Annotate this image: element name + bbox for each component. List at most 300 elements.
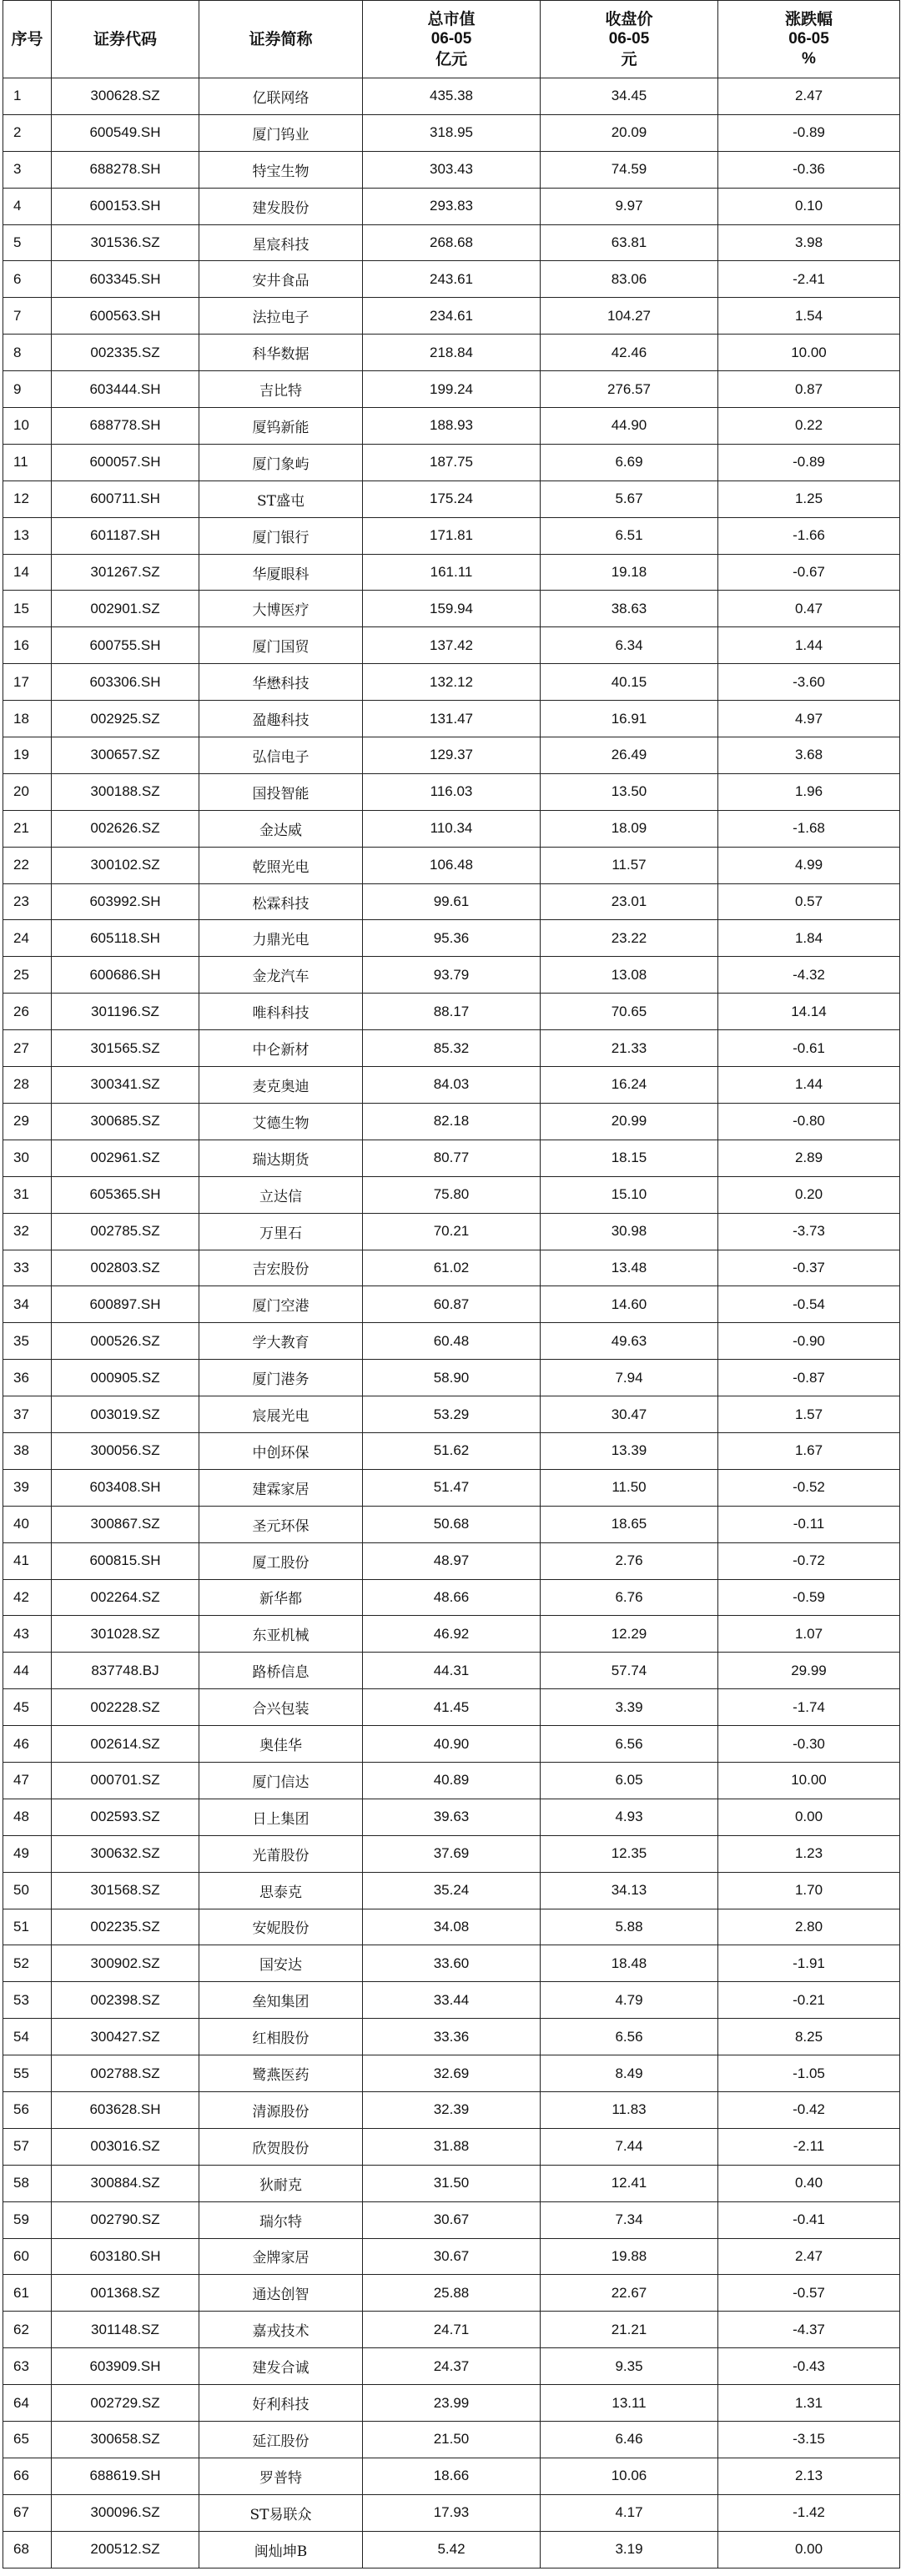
security-name: 大博医疗 bbox=[199, 591, 363, 627]
security-code: 603345.SH bbox=[52, 261, 199, 298]
security-name: 法拉电子 bbox=[199, 298, 363, 335]
market-cap-value: 30.67 bbox=[363, 2238, 541, 2275]
table-row bbox=[3, 1542, 900, 1579]
close-price-value: 34.45 bbox=[541, 78, 718, 115]
row-index: 24 bbox=[3, 920, 52, 957]
security-code: 300902.SZ bbox=[52, 1945, 199, 1982]
close-price-value: 20.09 bbox=[541, 114, 718, 151]
security-name: 合兴包装 bbox=[199, 1689, 363, 1726]
table-row bbox=[3, 2128, 900, 2165]
change-pct-value: 0.40 bbox=[718, 2165, 900, 2201]
security-code: 300685.SZ bbox=[52, 1103, 199, 1140]
security-code: 603628.SH bbox=[52, 2091, 199, 2128]
table-row bbox=[3, 151, 900, 188]
close-price-value: 104.27 bbox=[541, 298, 718, 335]
market-cap-value: 23.99 bbox=[363, 2385, 541, 2422]
security-name: 国安达 bbox=[199, 1945, 363, 1982]
row-index: 58 bbox=[3, 2165, 52, 2201]
change-pct-value: 14.14 bbox=[718, 994, 900, 1030]
market-cap-value: 93.79 bbox=[363, 957, 541, 994]
security-code: 300056.SZ bbox=[52, 1432, 199, 1469]
close-price-value: 12.35 bbox=[541, 1835, 718, 1872]
close-price-value: 8.49 bbox=[541, 2055, 718, 2092]
table-row bbox=[3, 1579, 900, 1616]
row-index: 52 bbox=[3, 1945, 52, 1982]
row-index: 34 bbox=[3, 1286, 52, 1323]
row-index: 49 bbox=[3, 1835, 52, 1872]
table-row bbox=[3, 591, 900, 627]
change-pct-value: -0.36 bbox=[718, 151, 900, 188]
security-name: 科华数据 bbox=[199, 335, 363, 371]
security-code: 300102.SZ bbox=[52, 847, 199, 883]
header-close-price-title: 收盘价 bbox=[605, 10, 653, 28]
security-code: 301028.SZ bbox=[52, 1616, 199, 1653]
market-cap-value: 243.61 bbox=[363, 261, 541, 298]
market-cap-value: 32.69 bbox=[363, 2055, 541, 2092]
security-code: 002264.SZ bbox=[52, 1579, 199, 1616]
security-name: 安妮股份 bbox=[199, 1909, 363, 1945]
market-cap-value: 171.81 bbox=[363, 517, 541, 554]
close-price-value: 74.59 bbox=[541, 151, 718, 188]
market-cap-value: 51.62 bbox=[363, 1432, 541, 1469]
security-name: 厦门钨业 bbox=[199, 114, 363, 151]
market-cap-value: 80.77 bbox=[363, 1140, 541, 1176]
row-index: 25 bbox=[3, 957, 52, 994]
row-index: 55 bbox=[3, 2055, 52, 2092]
close-price-value: 18.09 bbox=[541, 810, 718, 847]
change-pct-value: 1.70 bbox=[718, 1872, 900, 1909]
security-code: 200512.SZ bbox=[52, 2531, 199, 2568]
security-name: 通达创智 bbox=[199, 2275, 363, 2312]
close-price-value: 23.01 bbox=[541, 883, 718, 920]
table-row bbox=[3, 517, 900, 554]
row-index: 2 bbox=[3, 114, 52, 151]
change-pct-value: -1.68 bbox=[718, 810, 900, 847]
change-pct-value: -2.41 bbox=[718, 261, 900, 298]
row-index: 63 bbox=[3, 2348, 52, 2385]
row-index: 51 bbox=[3, 1909, 52, 1945]
market-cap-value: 48.97 bbox=[363, 1542, 541, 1579]
market-cap-value: 116.03 bbox=[363, 773, 541, 810]
security-name: 吉宏股份 bbox=[199, 1250, 363, 1286]
table-row bbox=[3, 1689, 900, 1726]
row-index: 68 bbox=[3, 2531, 52, 2568]
close-price-value: 57.74 bbox=[541, 1653, 718, 1689]
change-pct-value: -0.42 bbox=[718, 2091, 900, 2128]
market-cap-value: 75.80 bbox=[363, 1176, 541, 1213]
market-cap-value: 318.95 bbox=[363, 114, 541, 151]
change-pct-value: -0.41 bbox=[718, 2201, 900, 2238]
row-index: 40 bbox=[3, 1506, 52, 1542]
row-index: 3 bbox=[3, 151, 52, 188]
close-price-value: 13.48 bbox=[541, 1250, 718, 1286]
change-pct-value: 0.20 bbox=[718, 1176, 900, 1213]
change-pct-value: -0.61 bbox=[718, 1030, 900, 1067]
security-code: 000701.SZ bbox=[52, 1762, 199, 1799]
change-pct-value: 0.87 bbox=[718, 371, 900, 408]
security-name: 建发合诚 bbox=[199, 2348, 363, 2385]
change-pct-value: 1.67 bbox=[718, 1432, 900, 1469]
table-row bbox=[3, 1250, 900, 1286]
table-row bbox=[3, 627, 900, 664]
security-code: 688278.SH bbox=[52, 151, 199, 188]
security-code: 002614.SZ bbox=[52, 1726, 199, 1763]
row-index: 33 bbox=[3, 1250, 52, 1286]
security-name: 欣贺股份 bbox=[199, 2128, 363, 2165]
table-row bbox=[3, 1872, 900, 1909]
security-code: 003019.SZ bbox=[52, 1396, 199, 1433]
security-code: 002925.SZ bbox=[52, 701, 199, 737]
table-row bbox=[3, 1506, 900, 1542]
security-code: 002961.SZ bbox=[52, 1140, 199, 1176]
row-index: 54 bbox=[3, 2019, 52, 2055]
security-name: 华懋科技 bbox=[199, 664, 363, 701]
security-code: 001368.SZ bbox=[52, 2275, 199, 2312]
change-pct-value: 29.99 bbox=[718, 1653, 900, 1689]
close-price-value: 9.35 bbox=[541, 2348, 718, 2385]
row-index: 39 bbox=[3, 1469, 52, 1506]
header-market-cap-date: 06-05 bbox=[430, 30, 472, 48]
row-index: 17 bbox=[3, 664, 52, 701]
close-price-value: 11.57 bbox=[541, 847, 718, 883]
close-price-value: 20.99 bbox=[541, 1103, 718, 1140]
close-price-value: 18.65 bbox=[541, 1506, 718, 1542]
close-price-value: 16.24 bbox=[541, 1067, 718, 1104]
security-code: 300188.SZ bbox=[52, 773, 199, 810]
row-index: 21 bbox=[3, 810, 52, 847]
close-price-value: 7.94 bbox=[541, 1360, 718, 1396]
close-price-value: 14.60 bbox=[541, 1286, 718, 1323]
security-name: 吉比特 bbox=[199, 371, 363, 408]
change-pct-value: 0.47 bbox=[718, 591, 900, 627]
close-price-value: 10.06 bbox=[541, 2458, 718, 2494]
row-index: 43 bbox=[3, 1616, 52, 1653]
close-price-value: 6.76 bbox=[541, 1579, 718, 1616]
row-index: 53 bbox=[3, 1982, 52, 2019]
security-code: 002729.SZ bbox=[52, 2385, 199, 2422]
row-index: 5 bbox=[3, 224, 52, 261]
market-cap-value: 33.44 bbox=[363, 1982, 541, 2019]
market-cap-value: 37.69 bbox=[363, 1835, 541, 1872]
header-market-cap bbox=[363, 1, 541, 78]
close-price-value: 42.46 bbox=[541, 335, 718, 371]
close-price-value: 15.10 bbox=[541, 1176, 718, 1213]
change-pct-value: 0.00 bbox=[718, 1799, 900, 1835]
close-price-value: 6.56 bbox=[541, 1726, 718, 1763]
close-price-value: 26.49 bbox=[541, 737, 718, 774]
row-index: 26 bbox=[3, 994, 52, 1030]
market-cap-value: 303.43 bbox=[363, 151, 541, 188]
security-name: 学大教育 bbox=[199, 1323, 363, 1360]
change-pct-value: -3.60 bbox=[718, 664, 900, 701]
market-cap-value: 24.37 bbox=[363, 2348, 541, 2385]
change-pct-value: 0.22 bbox=[718, 408, 900, 445]
change-pct-value: -1.91 bbox=[718, 1945, 900, 1982]
change-pct-value: 2.47 bbox=[718, 2238, 900, 2275]
change-pct-value: 1.07 bbox=[718, 1616, 900, 1653]
row-index: 32 bbox=[3, 1213, 52, 1250]
market-cap-value: 199.24 bbox=[363, 371, 541, 408]
table-row bbox=[3, 2312, 900, 2348]
row-index: 50 bbox=[3, 1872, 52, 1909]
row-index: 45 bbox=[3, 1689, 52, 1726]
close-price-value: 23.22 bbox=[541, 920, 718, 957]
change-pct-value: 1.96 bbox=[718, 773, 900, 810]
row-index: 10 bbox=[3, 408, 52, 445]
market-cap-value: 31.88 bbox=[363, 2128, 541, 2165]
security-name: 星宸科技 bbox=[199, 224, 363, 261]
market-cap-value: 131.47 bbox=[363, 701, 541, 737]
change-pct-value: 2.47 bbox=[718, 78, 900, 115]
market-cap-value: 293.83 bbox=[363, 188, 541, 224]
security-name: 麦克奥迪 bbox=[199, 1067, 363, 1104]
change-pct-value: 1.25 bbox=[718, 480, 900, 517]
change-pct-value: 1.31 bbox=[718, 2385, 900, 2422]
market-cap-value: 88.17 bbox=[363, 994, 541, 1030]
security-name: 圣元环保 bbox=[199, 1506, 363, 1542]
market-cap-value: 187.75 bbox=[363, 444, 541, 480]
close-price-value: 13.39 bbox=[541, 1432, 718, 1469]
security-code: 002228.SZ bbox=[52, 1689, 199, 1726]
security-name: 厦门象屿 bbox=[199, 444, 363, 480]
row-index: 12 bbox=[3, 480, 52, 517]
security-name: 清源股份 bbox=[199, 2091, 363, 2128]
security-code: 000905.SZ bbox=[52, 1360, 199, 1396]
close-price-value: 21.33 bbox=[541, 1030, 718, 1067]
security-code: 002803.SZ bbox=[52, 1250, 199, 1286]
security-name: 厦钨新能 bbox=[199, 408, 363, 445]
security-name: 中创环保 bbox=[199, 1432, 363, 1469]
row-index: 56 bbox=[3, 2091, 52, 2128]
security-code: 002790.SZ bbox=[52, 2201, 199, 2238]
security-code: 688619.SH bbox=[52, 2458, 199, 2494]
close-price-value: 5.67 bbox=[541, 480, 718, 517]
security-code: 601187.SH bbox=[52, 517, 199, 554]
row-index: 15 bbox=[3, 591, 52, 627]
security-name: 厦门港务 bbox=[199, 1360, 363, 1396]
security-name: 华厦眼科 bbox=[199, 554, 363, 591]
row-index: 14 bbox=[3, 554, 52, 591]
market-cap-value: 110.34 bbox=[363, 810, 541, 847]
security-name: 国投智能 bbox=[199, 773, 363, 810]
security-name: 力鼎光电 bbox=[199, 920, 363, 957]
change-pct-value: -0.89 bbox=[718, 114, 900, 151]
security-code: 002785.SZ bbox=[52, 1213, 199, 1250]
security-name: 瑞达期货 bbox=[199, 1140, 363, 1176]
security-code: 002335.SZ bbox=[52, 335, 199, 371]
close-price-value: 34.13 bbox=[541, 1872, 718, 1909]
market-cap-value: 95.36 bbox=[363, 920, 541, 957]
security-code: 603992.SH bbox=[52, 883, 199, 920]
close-price-value: 63.81 bbox=[541, 224, 718, 261]
security-code: 002626.SZ bbox=[52, 810, 199, 847]
close-price-value: 21.21 bbox=[541, 2312, 718, 2348]
close-price-value: 6.34 bbox=[541, 627, 718, 664]
table-row bbox=[3, 554, 900, 591]
table-row bbox=[3, 920, 900, 957]
table-row bbox=[3, 847, 900, 883]
security-name: 闽灿坤B bbox=[199, 2531, 363, 2568]
table-row bbox=[3, 444, 900, 480]
security-name: 瑞尔特 bbox=[199, 2201, 363, 2238]
table-row bbox=[3, 1103, 900, 1140]
close-price-value: 40.15 bbox=[541, 664, 718, 701]
change-pct-value: 1.44 bbox=[718, 1067, 900, 1104]
row-index: 11 bbox=[3, 444, 52, 480]
table-row bbox=[3, 1469, 900, 1506]
market-cap-value: 106.48 bbox=[363, 847, 541, 883]
security-name: 立达信 bbox=[199, 1176, 363, 1213]
table-row bbox=[3, 1176, 900, 1213]
change-pct-value: 10.00 bbox=[718, 335, 900, 371]
table-row bbox=[3, 1653, 900, 1689]
market-cap-value: 60.48 bbox=[363, 1323, 541, 1360]
market-cap-value: 50.68 bbox=[363, 1506, 541, 1542]
security-name: 鹭燕医药 bbox=[199, 2055, 363, 2092]
security-code: 605365.SH bbox=[52, 1176, 199, 1213]
security-code: 000526.SZ bbox=[52, 1323, 199, 1360]
change-pct-value: -0.72 bbox=[718, 1542, 900, 1579]
close-price-value: 19.88 bbox=[541, 2238, 718, 2275]
row-index: 41 bbox=[3, 1542, 52, 1579]
change-pct-value: -4.32 bbox=[718, 957, 900, 994]
security-code: 300341.SZ bbox=[52, 1067, 199, 1104]
change-pct-value: 4.99 bbox=[718, 847, 900, 883]
close-price-value: 83.06 bbox=[541, 261, 718, 298]
close-price-value: 7.34 bbox=[541, 2201, 718, 2238]
close-price-value: 4.17 bbox=[541, 2494, 718, 2531]
security-code: 002593.SZ bbox=[52, 1799, 199, 1835]
change-pct-value: 1.23 bbox=[718, 1835, 900, 1872]
market-cap-value: 159.94 bbox=[363, 591, 541, 627]
security-code: 605118.SH bbox=[52, 920, 199, 957]
header-index: 序号 bbox=[3, 1, 52, 78]
market-cap-value: 34.08 bbox=[363, 1909, 541, 1945]
table-row bbox=[3, 298, 900, 335]
close-price-value: 19.18 bbox=[541, 554, 718, 591]
close-price-value: 11.50 bbox=[541, 1469, 718, 1506]
security-name: 亿联网络 bbox=[199, 78, 363, 115]
stock-table-container bbox=[3, 0, 899, 2568]
table-row bbox=[3, 1835, 900, 1872]
header-change-pct-date: 06-05 bbox=[788, 30, 829, 48]
row-index: 61 bbox=[3, 2275, 52, 2312]
row-index: 47 bbox=[3, 1762, 52, 1799]
market-cap-value: 48.66 bbox=[363, 1579, 541, 1616]
table-row bbox=[3, 1909, 900, 1945]
security-name: 罗普特 bbox=[199, 2458, 363, 2494]
change-pct-value: -1.05 bbox=[718, 2055, 900, 2092]
security-code: 301565.SZ bbox=[52, 1030, 199, 1067]
row-index: 35 bbox=[3, 1323, 52, 1360]
change-pct-value: 2.89 bbox=[718, 1140, 900, 1176]
close-price-value: 11.83 bbox=[541, 2091, 718, 2128]
security-code: 300884.SZ bbox=[52, 2165, 199, 2201]
security-name: 安井食品 bbox=[199, 261, 363, 298]
market-cap-value: 5.42 bbox=[363, 2531, 541, 2568]
market-cap-value: 60.87 bbox=[363, 1286, 541, 1323]
row-index: 16 bbox=[3, 627, 52, 664]
change-pct-value: 1.84 bbox=[718, 920, 900, 957]
table-row bbox=[3, 1286, 900, 1323]
security-code: 300096.SZ bbox=[52, 2494, 199, 2531]
close-price-value: 4.79 bbox=[541, 1982, 718, 2019]
market-cap-value: 51.47 bbox=[363, 1469, 541, 1506]
security-name: ST易联众 bbox=[199, 2494, 363, 2531]
market-cap-value: 18.66 bbox=[363, 2458, 541, 2494]
header-market-cap-unit: 亿元 bbox=[435, 50, 467, 68]
security-name: 金牌家居 bbox=[199, 2238, 363, 2275]
change-pct-value: -0.52 bbox=[718, 1469, 900, 1506]
row-index: 57 bbox=[3, 2128, 52, 2165]
change-pct-value: 3.98 bbox=[718, 224, 900, 261]
table-row bbox=[3, 1762, 900, 1799]
close-price-value: 13.08 bbox=[541, 957, 718, 994]
row-index: 20 bbox=[3, 773, 52, 810]
row-index: 31 bbox=[3, 1176, 52, 1213]
security-code: 002235.SZ bbox=[52, 1909, 199, 1945]
security-code: 600815.SH bbox=[52, 1542, 199, 1579]
close-price-value: 3.39 bbox=[541, 1689, 718, 1726]
row-index: 18 bbox=[3, 701, 52, 737]
change-pct-value: 10.00 bbox=[718, 1762, 900, 1799]
table-row bbox=[3, 2385, 900, 2422]
row-index: 64 bbox=[3, 2385, 52, 2422]
table-row bbox=[3, 1945, 900, 1982]
market-cap-value: 58.90 bbox=[363, 1360, 541, 1396]
row-index: 59 bbox=[3, 2201, 52, 2238]
security-name: 艾德生物 bbox=[199, 1103, 363, 1140]
table-row bbox=[3, 883, 900, 920]
change-pct-value: -1.42 bbox=[718, 2494, 900, 2531]
close-price-value: 13.50 bbox=[541, 773, 718, 810]
market-cap-value: 31.50 bbox=[363, 2165, 541, 2201]
table-row bbox=[3, 2019, 900, 2055]
close-price-value: 6.56 bbox=[541, 2019, 718, 2055]
table-row bbox=[3, 773, 900, 810]
security-name: ST盛屯 bbox=[199, 480, 363, 517]
security-name: 光莆股份 bbox=[199, 1835, 363, 1872]
header-code: 证券代码 bbox=[52, 1, 199, 78]
table-row bbox=[3, 114, 900, 151]
table-row bbox=[3, 2165, 900, 2201]
market-cap-value: 161.11 bbox=[363, 554, 541, 591]
change-pct-value: -1.66 bbox=[718, 517, 900, 554]
header-name: 证券简称 bbox=[199, 1, 363, 78]
security-code: 600057.SH bbox=[52, 444, 199, 480]
market-cap-value: 46.92 bbox=[363, 1616, 541, 1653]
market-cap-value: 268.68 bbox=[363, 224, 541, 261]
table-row bbox=[3, 2422, 900, 2458]
close-price-value: 4.93 bbox=[541, 1799, 718, 1835]
market-cap-value: 32.39 bbox=[363, 2091, 541, 2128]
header-change-pct-title: 涨跌幅 bbox=[784, 10, 833, 28]
row-index: 7 bbox=[3, 298, 52, 335]
market-cap-value: 24.71 bbox=[363, 2312, 541, 2348]
close-price-value: 49.63 bbox=[541, 1323, 718, 1360]
header-close-price-date: 06-05 bbox=[608, 30, 650, 48]
security-name: 盈趣科技 bbox=[199, 701, 363, 737]
security-code: 300658.SZ bbox=[52, 2422, 199, 2458]
change-pct-value: -0.59 bbox=[718, 1579, 900, 1616]
close-price-value: 12.41 bbox=[541, 2165, 718, 2201]
row-index: 6 bbox=[3, 261, 52, 298]
table-row bbox=[3, 261, 900, 298]
row-index: 37 bbox=[3, 1396, 52, 1433]
security-name: 狄耐克 bbox=[199, 2165, 363, 2201]
security-code: 300427.SZ bbox=[52, 2019, 199, 2055]
close-price-value: 18.48 bbox=[541, 1945, 718, 1982]
